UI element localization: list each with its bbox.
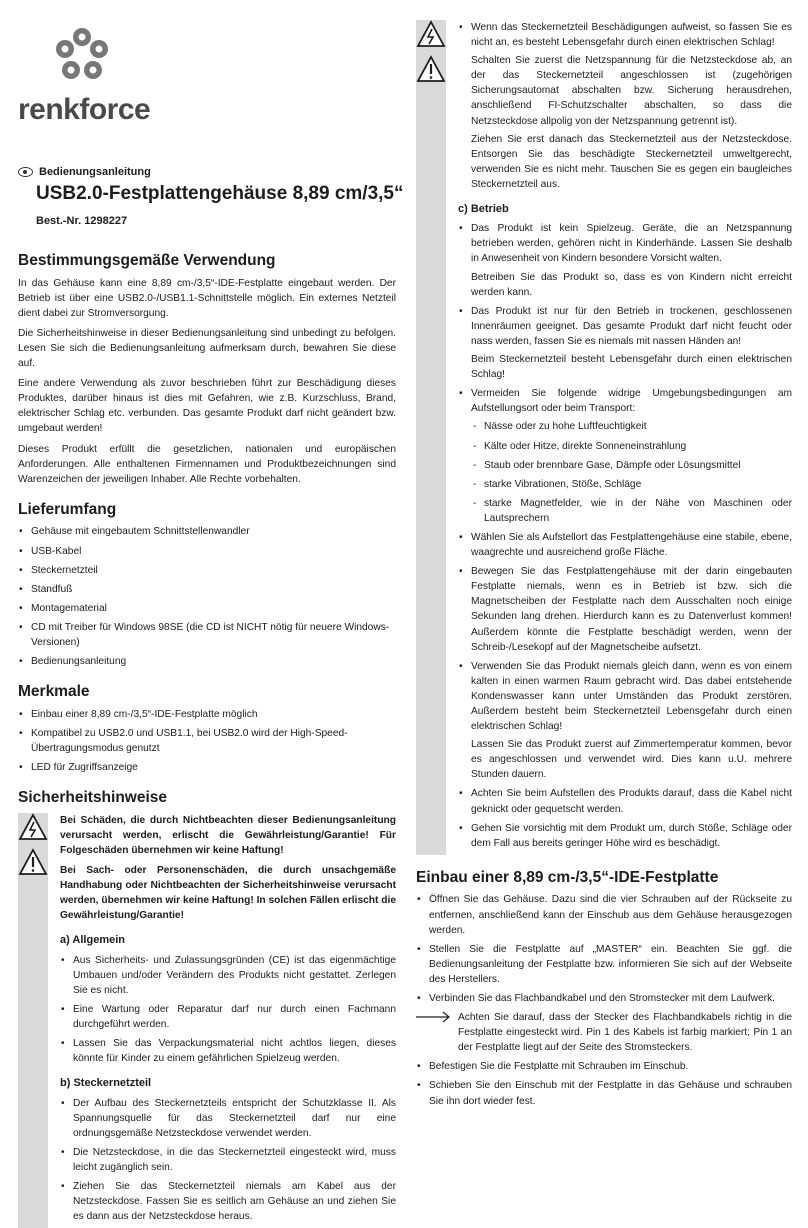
features-list <box>18 707 396 775</box>
disclaimer-2: Bei Sach- oder Personenschäden, die durch unsachgemäße Handhabung oder Nichtbeachten der Sicherheitshinweise verursacht werden, übernehmen wir keine Haftung! In solchen Fällen erlischt die Gewährleistung/Garantie! <box>60 865 396 922</box>
warning-sidebar <box>416 20 446 855</box>
heading-installation: Einbau einer 8,89 cm-/3,5“-IDE-Festplatte <box>416 868 719 886</box>
logo-mark-icon <box>18 22 158 88</box>
list-item: • Befestigen Sie die Festplatte mit Schrauben im Einschub. <box>416 1059 792 1074</box>
list-item <box>458 659 792 783</box>
heading-intended-use: Bestimmungsgemäße Verwendung <box>18 252 276 269</box>
warning-icon <box>18 848 48 876</box>
paragraph: Dieses Produkt erfüllt die gesetzlichen, nationalen und europäischen Anforderungen. Alle enthaltenen Firmennamen und Produktbezeichnungen sind Warenzeichen der jeweiligen Inhaber. Alle Rechte vorbehalten. <box>18 443 396 485</box>
heading-safety: Sicherheitshinweise <box>18 789 168 807</box>
doc-type-label: Bedienungsanleitung <box>39 166 151 178</box>
list-item: • LED für Zugriffsanzeige <box>18 760 396 775</box>
list-item: • Bedienungsanleitung <box>18 654 396 669</box>
eye-icon <box>18 167 33 177</box>
paragraph: Schalten Sie zuerst die Netzspannung für die Netzsteckdose ab, an der das Steckernetzteil angeschlossen ist (zugehörigen Sicherungsautomat abschalten bzw. Sicherung herausdrehen, anschließend FI-Schutzschalter abschalten, so dass die Netzsteckdose allpolig von der Netzspannung getrennt ist). <box>471 55 792 127</box>
list-item <box>458 304 792 382</box>
page-title: USB2.0-Festplattengehäuse 8,89 cm/3,5“ <box>36 183 404 204</box>
general-list <box>60 953 396 1067</box>
warning-icon <box>416 55 446 83</box>
installation-list-2 <box>416 1059 792 1108</box>
power-adapter-list <box>60 1096 396 1225</box>
paragraph: Lassen Sie das Produkt zuerst auf Zimmertemperatur kommen, bevor es angeschlossen und verwendet wird. Dies kann u.U. mehrere Stunden dauern. <box>471 739 792 781</box>
list-item: • Steckernetzteil <box>18 563 396 578</box>
list-item: • Standfuß <box>18 582 396 597</box>
list-item: • Bewegen Sie das Festplattengehäuse mit der darin eingebauten Festplatte niemals, wenn es in Betrieb ist bzw. sich die Magnetscheiben der Festplatte nach dem Ausschalten noch einige Sekunden lang drehen. Hierdurch kann es zu Datenverlust kommen! Außerdem könnte die Festplatte beschädigt werden, wenn der Schreib-/Lesekopf auf der Magnetscheibe aufsetzt. <box>458 564 792 655</box>
list-item: • Gehäuse mit eingebautem Schnittstellenwandler <box>18 524 396 539</box>
list-item: • Achten Sie beim Aufstellen des Produkts darauf, dass die Kabel nicht geknickt oder gequetscht werden. <box>458 786 792 816</box>
brand-name: renkforce <box>18 93 151 126</box>
list-item: • USB-Kabel <box>18 544 396 559</box>
note-row <box>416 1010 792 1055</box>
list-item: • Gehen Sie vorsichtig mit dem Produkt um, durch Stöße, Schläge oder dem Fall aus bereits geringer Höhe wird es beschädigt. <box>458 821 792 851</box>
list-item: • Lassen Sie das Verpackungsmaterial nicht achtlos liegen, dieses könnte für Kinder zu einem gefährlichen Spielzeug werden. <box>60 1036 396 1066</box>
paragraph: Beim Steckernetzteil besteht Lebensgefahr durch einen elektrischen Schlag! <box>471 354 792 381</box>
dash-item: - starke Vibrationen, Stöße, Schläge <box>471 477 792 492</box>
list-item: • Aus Sicherheits- und Zulassungsgründen (CE) ist das eigenmächtige Umbauen und/oder Verändern des Produkts nicht gestattet. Zerlegen Sie es nicht. <box>60 953 396 998</box>
safety-continued-block <box>416 20 792 855</box>
conditions-list <box>471 419 792 526</box>
order-number: Best.-Nr. 1298227 <box>36 215 128 227</box>
paragraph: Betreiben Sie das Produkt so, dass es von Kindern nicht erreicht werden kann. <box>471 271 792 298</box>
list-item <box>458 221 792 299</box>
left-column <box>18 238 396 1228</box>
list-item-text: Das Produkt ist kein Spielzeug. Geräte, die an Netzspannung betrieben werden, gehören nicht in Kinderhände. Lassen Sie deshalb in Anwesenheit von Kindern besondere Vorsicht walten. <box>471 223 792 265</box>
list-item: • Verbinden Sie das Flachbandkabel und den Stromstecker mit dem Laufwerk. <box>416 991 792 1006</box>
paragraph: Eine andere Verwendung als zuvor beschrieben führt zur Beschädigung dieses Produktes, darüber hinaus ist dies mit Gefahren, wie z.B. Kurzschluss, Brand, elektrischer Schlag etc. verbunden. Das gesamte Produkt darf nicht geändert bzw. umgebaut werden! <box>18 378 396 435</box>
list-item <box>458 20 792 192</box>
heading-features: Merkmale <box>18 683 90 701</box>
list-item: • Kompatibel zu USB2.0 und USB1.1, bei USB2.0 wird der High-Speed-Übertragungsmodus genutzt <box>18 726 396 756</box>
list-item: • Montagematerial <box>18 601 396 616</box>
list-item-text: Das Produkt ist nur für den Betrieb in trockenen, geschlossenen Innenräumen geeignet. Das gesamte Produkt darf nicht feucht oder nass werden, fassen Sie es niemals mit nassen Händen an! <box>471 305 792 347</box>
doc-type <box>18 164 151 180</box>
list-item: • Einbau einer 8,89 cm-/3,5“-IDE-Festplatte möglich <box>18 707 396 722</box>
warning-sidebar <box>18 813 48 1228</box>
list-item-text: Verwenden Sie das Produkt niemals gleich dann, wenn es von einem kalten in einen warmen Raum gebracht wird. Das dabei entstehende Kondenswasser kann unter Umständen das Produkt zerstören. Außerdem besteht beim Steckernetzteil Lebensgefahr durch einen elektrischen Schlag! <box>471 660 792 733</box>
safety-continued-content <box>458 20 792 855</box>
list-item: • Öffnen Sie das Gehäuse. Dazu sind die vier Schrauben auf der Rückseite zu entfernen, anschließend kann der Einschub aus dem Gehäuse herausgezogen werden. <box>416 892 792 937</box>
electric-hazard-icon <box>18 813 48 841</box>
note-text: Achten Sie darauf, dass der Stecker des Flachbandkabels richtig in die Festplatte eingesteckt wird. Pin 1 des Kabels ist farbig markiert; Pin 1 an der Festplatte liegt auf der Seite des Stromsteckers. <box>458 1012 792 1054</box>
paragraph: In das Gehäuse kann eine 8,89 cm-/3,5“-IDE-Festplatte eingebaut werden. Der Betrieb ist über eine USB2.0-/USB1.1-Schnittstelle möglich. Ein externes Netzteil dient dabei zur Stromversorgung. <box>18 277 396 319</box>
renkforce-logo <box>18 22 158 126</box>
electric-hazard-icon <box>416 20 446 48</box>
list-item-text: Vermeiden Sie folgende widrige Umgebungsbedingungen am Aufstellungsort oder beim Transport: <box>471 388 792 415</box>
list-item: • Eine Wartung oder Reparatur darf nur durch einen Fachmann durchgeführt werden. <box>60 1002 396 1032</box>
heading-general: a) Allgemein <box>60 934 125 947</box>
dash-item: - Nässe oder zu hohe Luftfeuchtigkeit <box>471 419 792 434</box>
safety-block <box>18 813 396 1228</box>
list-item: • Schieben Sie den Einschub mit der Festplatte in das Gehäuse und schrauben Sie ihn dort wieder fest. <box>416 1078 792 1108</box>
installation-list <box>416 892 792 1006</box>
arrow-right-icon <box>416 1010 452 1024</box>
list-item: • Ziehen Sie das Steckernetzteil niemals am Kabel aus der Netzsteckdose. Fassen Sie es seitlich am Gehäuse an und ziehen Sie es dann aus der Netzsteckdose heraus. <box>60 1179 396 1224</box>
dash-item: - starke Magnetfelder, wie in der Nähe von Maschinen oder Lautsprechern <box>471 496 792 526</box>
right-column <box>416 20 792 1113</box>
heading-operation: c) Betrieb <box>458 203 509 216</box>
dash-item: - Staub oder brennbare Gase, Dämpfe oder Lösungsmittel <box>471 458 792 473</box>
paragraph: Ziehen Sie erst danach das Steckernetzteil aus der Netzsteckdose. Entsorgen Sie das beschädigte Steckernetzteil umweltgerecht, verwenden Sie es nicht mehr. Tauschen Sie es gegen ein baugleiches Steckernetzteil aus. <box>471 133 792 190</box>
safety-content <box>60 813 396 1228</box>
operation-list <box>458 221 792 851</box>
heading-power-adapter: b) Steckernetzteil <box>60 1077 152 1090</box>
heading-scope-of-delivery: Lieferumfang <box>18 500 117 518</box>
damaged-adapter-list <box>458 20 792 192</box>
list-item: • Die Netzsteckdose, in die das Steckernetzteil eingesteckt wird, muss leicht zugänglich sein. <box>60 1145 396 1175</box>
dash-item: - Kälte oder Hitze, direkte Sonneneinstrahlung <box>471 439 792 454</box>
disclaimer-1: Bei Schäden, die durch Nichtbeachten dieser Bedienungsanleitung verursacht werden, erlischt die Gewährleistung/Garantie! Für Folgeschäden übernehmen wir keine Haftung! <box>60 814 396 856</box>
list-item: • Wählen Sie als Aufstellort das Festplattengehäuse eine stabile, ebene, waagrechte und ausreichend große Fläche. <box>458 530 792 560</box>
paragraph: Die Sicherheitshinweise in dieser Bedienungsanleitung sind unbedingt zu befolgen. Lesen Sie sich die Bedienungsanleitung aufmerksam durch, bewahren Sie diese auf. <box>18 327 396 370</box>
delivery-list <box>18 524 396 669</box>
list-item <box>458 386 792 526</box>
list-item: • CD mit Treiber für Windows 98SE (die CD ist NICHT nötig für neuere Windows-Versionen) <box>18 620 396 650</box>
list-item: • Der Aufbau des Steckernetzteils entspricht der Schutzklasse II. Als Spannungsquelle für das Steckernetzteil darf nur eine ordnungsgemäße Netzsteckdose verwendet werden. <box>60 1096 396 1141</box>
list-item-text: Wenn das Steckernetzteil Beschädigungen aufweist, so fassen Sie es nicht an, es besteht Lebensgefahr durch einen elektrischen Schlag! <box>471 22 792 49</box>
list-item: • Stellen Sie die Festplatte auf „MASTER“ ein. Beachten Sie ggf. die Bedienungsanleitung der Festplatte bzw. informieren Sie sich auf der Webseite des Herstellers. <box>416 942 792 987</box>
